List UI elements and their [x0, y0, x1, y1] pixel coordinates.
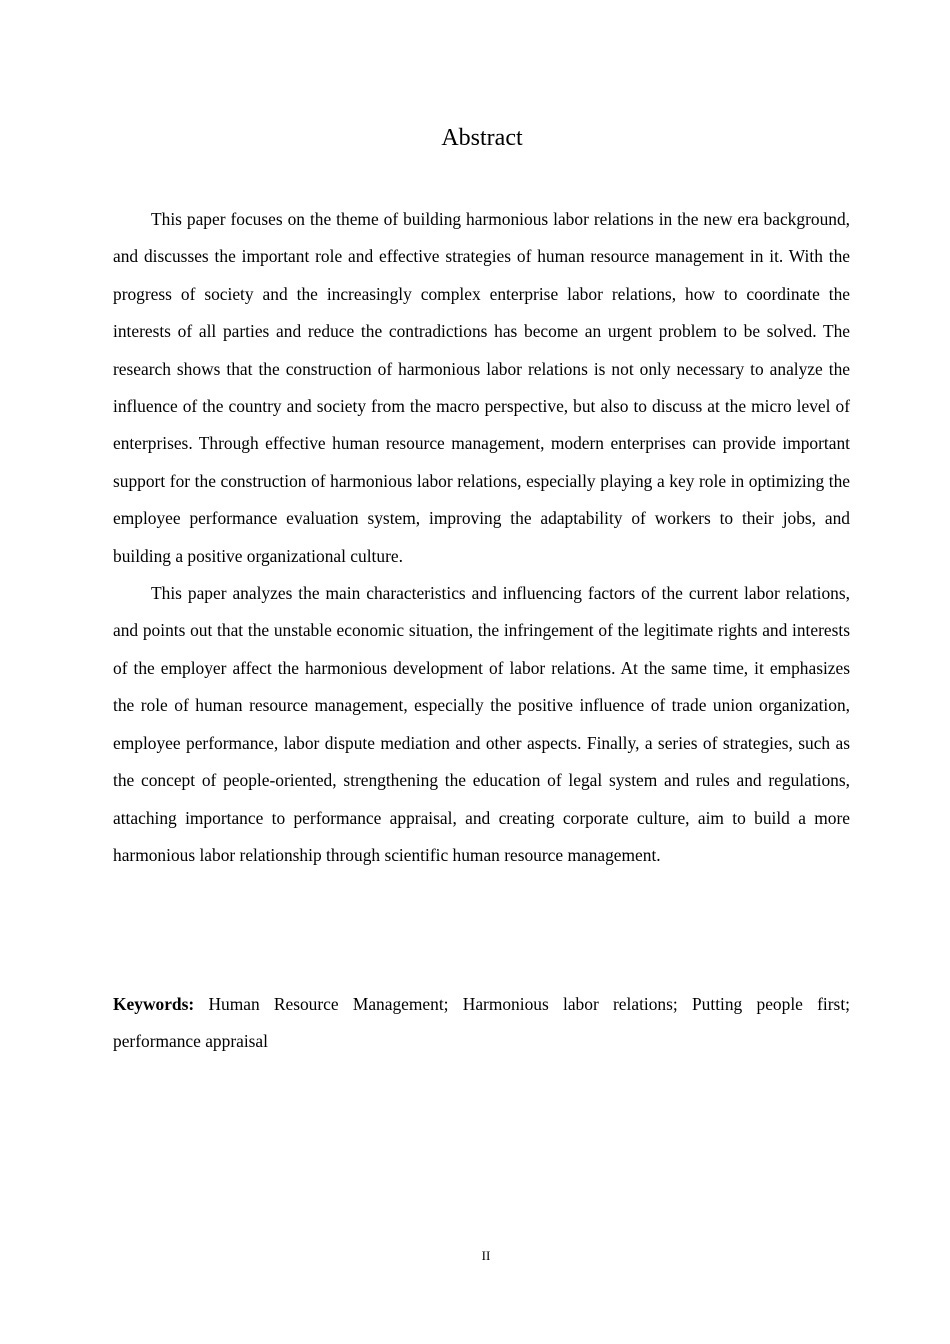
page-number: II [481, 1248, 491, 1263]
abstract-paragraph-2: This paper analyzes the main characteristics and influencing factors of the current labor relations, and points out that the unstable economic situation, the infringement of the legitimate rights and interests of the employer affect the harmonious development of labor relations. At the same time, it emphasizes the role of human resource management, especially the positive influence of trade union organization, employee performance, labor dispute mediation and other aspects. Finally, a series of strategies, such as the concept of people-oriented, strengthening the education of legal system and rules and regulations, attaching importance to performance appraisal, and creating corporate culture, aim to build a more harmonious labor relationship through scientific human resource management. [113, 583, 850, 865]
keywords-label: Keywords: [113, 994, 195, 1014]
keywords-text: Human Resource Management; Harmonious labor relations; Putting people first; performance appraisal [113, 994, 850, 1052]
abstract-body [113, 201, 850, 874]
page-title: Abstract [441, 125, 523, 151]
keywords-line [113, 986, 850, 1061]
abstract-paragraph-1: This paper focuses on the theme of building harmonious labor relations in the new era background, and discusses the important role and effective strategies of human resource management in it. With the progress of society and the increasingly complex enterprise labor relations, how to coordinate the interests of all parties and reduce the contradictions has become an urgent problem to be solved. The research shows that the construction of harmonious labor relations is not only necessary to analyze the influence of the country and society from the macro perspective, but also to discuss at the micro level of enterprises. Through effective human resource management, modern enterprises can provide important support for the construction of harmonious labor relations, especially playing a key role in optimizing the employee performance evaluation system, improving the adaptability of workers to their jobs, and building a positive organizational culture. [113, 209, 850, 566]
